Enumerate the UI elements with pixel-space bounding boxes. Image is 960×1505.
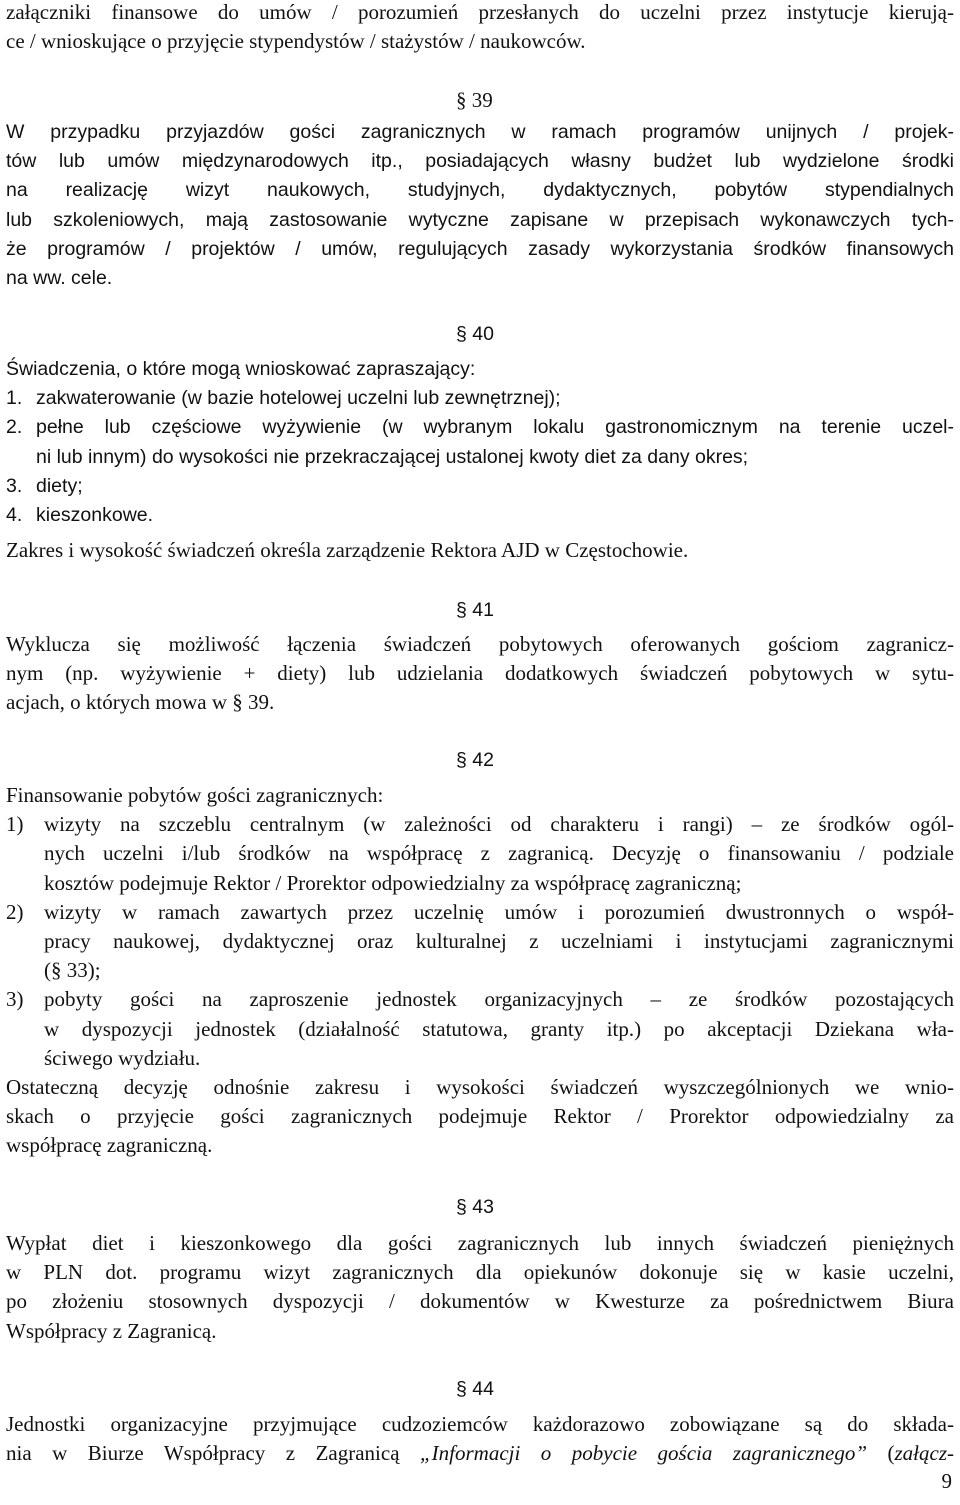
- s39-line-6: na ww. cele.: [6, 267, 113, 290]
- s43-line-1: Wypłat diet i kieszonkowego dla gości zagranicznych lub innych świadczeń pieniężnych: [6, 1231, 954, 1255]
- list-number: 1.: [6, 387, 23, 410]
- list-text: nych uczelni i/lub środków na współpracę z zagranicą. Decyzję o finansowaniu / podziale: [44, 841, 954, 866]
- list-text: wizyty w ramach zawartych przez uczelnię umów i porozumień dwustronnych o współ-: [44, 899, 954, 924]
- s44-line-1: Jednostki organizacyjne przyjmujące cudzoziemców każdorazowo zobowiązane są do składa-: [6, 1412, 954, 1436]
- section-41-paragraph: [6, 630, 954, 718]
- list-text: diety;: [36, 474, 83, 497]
- list-text: kosztów podejmuje Rektor / Prorektor odpowiedzialny za współpracę zagraniczną;: [44, 870, 742, 895]
- s43-line-3: po złożeniu stosownych dyspozycji / dokumentów w Kwesturze za pośrednictwem Biura: [6, 1289, 954, 1314]
- intro-paragraph: [6, 0, 954, 56]
- s44-line-2-paren: (: [867, 1441, 895, 1466]
- s41-line-3: acjach, o których mowa w § 39.: [6, 690, 275, 715]
- section-heading-44: § 44: [456, 1378, 494, 1400]
- section-heading-41: § 41: [456, 599, 494, 621]
- s41-line-1: Wyklucza się możliwość łączenia świadczeń pobytowych oferowanych gościom zagranicz-: [6, 632, 954, 656]
- attachment-ref-italic: załącz-: [894, 1441, 954, 1466]
- section-43-paragraph: [6, 1229, 954, 1346]
- list-text: pełne lub częściowe wyżywienie (w wybranym lokalu gastronomicznym na terenie uczel-: [36, 416, 954, 439]
- s39-line-2: tów lub umów międzynarodowych itp., posiadających własny budżet lub wydzielone środki: [6, 150, 954, 173]
- section-heading-42: § 42: [456, 749, 494, 771]
- s44-line-2-text: nia w Biurze Współpracy z Zagranicą: [6, 1441, 420, 1466]
- s39-line-3: na realizację wizyt naukowych, studyjnych, dydaktycznych, pobytów stypendialnych: [6, 179, 954, 202]
- section-heading-39: § 39: [456, 88, 493, 112]
- list-item: [6, 985, 954, 1073]
- s40-closing: Zakres i wysokość świadczeń określa zarządzenie Rektora AJD w Częstochowie.: [6, 538, 689, 562]
- list-text: ni lub innym) do wysokości nie przekraczającej ustalonej kwoty diet za dany okres;: [36, 445, 749, 468]
- s39-line-5: że programów / projektów / umów, regulujących zasady wykorzystania środków finansowych: [6, 237, 954, 260]
- list-text: wizyty na szczeblu centralnym (w zależności od charakteru i rangi) – ze środków ogól-: [44, 812, 954, 837]
- list-text: zakwaterowanie (w bazie hotelowej uczelni lub zewnętrznej);: [36, 387, 561, 410]
- section-heading-40: § 40: [456, 323, 494, 345]
- document-title-italic: „Informacji o pobycie gościa zagranicznego”: [420, 1441, 868, 1466]
- list-text: pracy naukowej, dydaktycznej oraz kulturalnej z uczelniami i instytucjami zagranicznymi: [44, 929, 954, 954]
- s42-closing-line-3: współpracę zagraniczną.: [6, 1133, 213, 1158]
- page-number: 9: [941, 1469, 952, 1493]
- list-number: 3): [6, 987, 24, 1012]
- intro-line-2: ce / wnioskujące o przyjęcie stypendystów / stażystów / naukowców.: [6, 29, 586, 54]
- list-number: 3.: [6, 474, 23, 497]
- section-44-paragraph: [6, 1410, 954, 1468]
- section-heading-43: § 43: [456, 1196, 494, 1218]
- list-text: ściwego wydziału.: [44, 1045, 201, 1070]
- list-item: [6, 898, 954, 986]
- list-item: [6, 413, 954, 471]
- intro-line-1: załączniki finansowe do umów / porozumień przesłanych do uczelni przez instytucje kierują-: [6, 0, 954, 24]
- s40-intro: Świadczenia, o które mogą wnioskować zapraszający:: [6, 358, 476, 380]
- list-item: [6, 810, 954, 898]
- s39-line-1: W przypadku przyjazdów gości zagranicznych w ramach programów unijnych / projek-: [6, 121, 954, 143]
- list-number: 4.: [6, 504, 23, 527]
- s41-line-2: nym (np. wyżywienie + diety) lub udzielania dodatkowych świadczeń pobytowych w sytu-: [6, 661, 954, 686]
- section-39-paragraph: [6, 118, 954, 293]
- s39-line-4: lub szkoleniowych, mają zastosowanie wytyczne zapisane w przepisach wykonawczych tych-: [6, 208, 954, 231]
- list-item: [6, 501, 954, 530]
- s42-closing-line-1: Ostateczną decyzję odnośnie zakresu i wysokości świadczeń wyszczególnionych we wnio-: [6, 1075, 954, 1100]
- list-number: 2.: [6, 416, 23, 439]
- list-item: [6, 472, 954, 501]
- section-40-block: [6, 355, 954, 530]
- list-text: (§ 33);: [44, 958, 101, 983]
- list-text: w dyspozycji jednostek (działalność statutowa, granty itp.) po akceptacji Dziekana wła-: [44, 1016, 954, 1041]
- list-number: 1): [6, 812, 24, 837]
- list-text: kieszonkowe.: [36, 504, 154, 527]
- s42-closing-line-2: skach o przyjęcie gości zagranicznych podejmuje Rektor / Prorektor odpowiedzialny za: [6, 1104, 954, 1129]
- list-text: pobyty gości na zaproszenie jednostek organizacyjnych – ze środków pozostających: [44, 987, 954, 1012]
- section-42-block: [6, 781, 954, 1161]
- s44-line-2: [6, 1439, 954, 1468]
- list-number: 2): [6, 899, 24, 924]
- s43-line-2: w PLN dot. programu wizyt zagranicznych dla opiekunów dokonuje się w kasie uczelni,: [6, 1260, 954, 1285]
- s43-line-4: Współpracy z Zagranicą.: [6, 1318, 217, 1343]
- list-item: [6, 384, 954, 413]
- s42-intro: Finansowanie pobytów gości zagranicznych:: [6, 783, 384, 807]
